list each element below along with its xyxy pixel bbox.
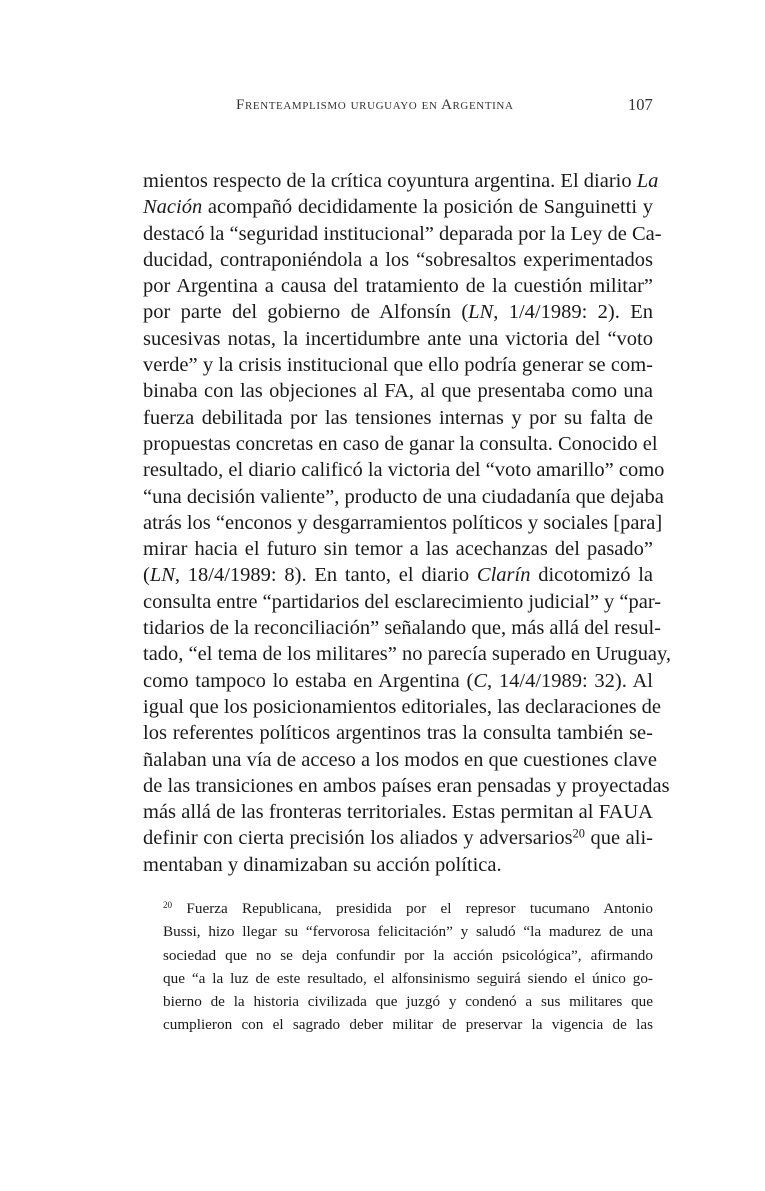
italic-run: C [473,669,488,692]
italic-run: Nación [143,196,203,219]
text-run: sociedad que no se deja confundir por la acción psicológica”, afirmando [163,946,653,964]
body-line [143,510,663,536]
body-line [143,720,653,746]
text-run: mientos respecto de la crítica coyuntura argentina. El diario [143,170,637,192]
text-run: dicotomizó la [530,564,653,587]
body-line [143,247,653,273]
running-head: Frenteamplismo uruguayo en Argentina [236,97,514,113]
body-line [143,615,661,641]
body-line [143,562,653,588]
body-line [143,457,665,483]
page-number: 107 [628,95,653,114]
body-line [143,799,653,825]
text-run: por parte del gobierno de Alfonsín ( [143,301,469,324]
body-line [143,589,662,615]
text-run: consulta entre “partidarios del esclarecimiento judicial” y “par- [143,590,662,613]
body-line [143,352,653,378]
body-line [143,326,653,352]
text-run: que “a la luz de este resultado, el alfonsinismo seguirá siendo el único go- [163,969,653,987]
text-run: mirar hacia el futuro sin temor a las acechanzas del pasado” [143,538,653,561]
text-run: cumplieron con el sagrado deber militar de preservar la vigencia de las [163,1016,653,1034]
text-run: resultado, el diario calificó la victoria del “voto amarillo” como [143,459,665,482]
text-run: , 1/4/1989: 2). En [493,301,653,324]
body-line [143,484,664,510]
text-run: Bussi, hizo llegar su “fervorosa felicitación” y saludó “la madurez de una [163,923,653,941]
text-run: “una decisión valiente”, producto de una ciudadanía que dejaba [143,485,664,508]
footnote-line [163,944,653,967]
footnote-line [163,920,653,943]
body-line [143,852,653,878]
text-run: acompañó decididamente la posición de Sanguinetti y [202,196,653,219]
text-run: bierno de la historia civilizada que juzgó y condenó a sus militares que [163,993,653,1011]
text-run: mentaban y dinamizaban su acción política. [143,853,502,876]
body-line [143,668,653,694]
text-run: fuerza debilitada por las tensiones internas y por su falta de [143,406,653,429]
body-line [143,221,662,247]
text-run: destacó la “seguridad institucional” deparada por la Ley de Ca- [143,222,662,245]
text-run: ducidad, contraponiéndola a los “sobresaltos experimentados [143,248,653,271]
body-line [143,641,672,667]
body-line [143,431,658,457]
text-run: los referentes políticos argentinos tras la consulta también se- [143,722,653,745]
body-line [143,168,659,194]
body-line [143,694,662,720]
text-run: por Argentina a causa del tratamiento de la cuestión militar” [143,275,653,298]
text-run: , 14/4/1989: 32). Al [487,669,653,692]
italic-run: LN [468,301,494,324]
text-run: verde” y la crisis institucional que ello podría generar se com- [143,354,653,377]
text-run: más allá de las fronteras territoriales. Estas permitan al FAUA [143,801,653,824]
body-line [143,194,653,220]
text-run: como tampoco lo estaba en Argentina ( [143,669,474,692]
text-run: tidarios de la reconciliación” señalando que, más allá del resul- [143,617,661,640]
text-run: definir con cierta precisión los aliados y adversarios [143,827,573,850]
body-text [143,168,672,878]
text-run: ñalaban una vía de acceso a los modos en que cuestiones clave [143,748,658,771]
body-line [143,299,653,325]
body-line [143,747,658,773]
text-run: igual que los posicionamientos editoriales, las declaraciones de [143,695,662,718]
body-line [143,825,653,851]
body-line [143,405,653,431]
text-run: tado, “el tema de los militares” no parecía superado en Uruguay, [143,643,672,666]
footnote-marker: 20 [572,826,585,841]
footnote-marker: 20 [163,899,173,910]
body-line [143,536,653,562]
footnote-line [163,1013,653,1036]
italic-run: Clarín [476,564,531,587]
text-run: sucesivas notas, la incertidumbre ante una victoria del “voto [143,327,653,350]
italic-run: La [636,170,659,192]
footnote-line [163,967,653,990]
body-line [143,378,653,404]
italic-run: LN [149,564,175,587]
text-run: atrás los “enconos y desgarramientos políticos y sociales [para] [143,511,663,534]
body-line [143,773,670,799]
text-run: , 18/4/1989: 8). En tanto, el diario [174,564,477,587]
text-run: binaba con las objeciones al FA, al que presentaba como una [143,380,653,403]
text-run: ( [143,564,150,587]
footnote-line [163,990,653,1013]
text-run: propuestas concretas en caso de ganar la consulta. Conocido el [143,432,658,455]
footnote [163,897,653,1037]
text-run: de las transiciones en ambos países eran pensadas y proyectadas [143,774,670,797]
body-line [143,273,653,299]
text-run: que ali- [584,827,653,850]
footnote-line [163,897,653,920]
text-run: Fuerza Republicana, presidida por el represor tucumano Antonio [172,900,653,917]
